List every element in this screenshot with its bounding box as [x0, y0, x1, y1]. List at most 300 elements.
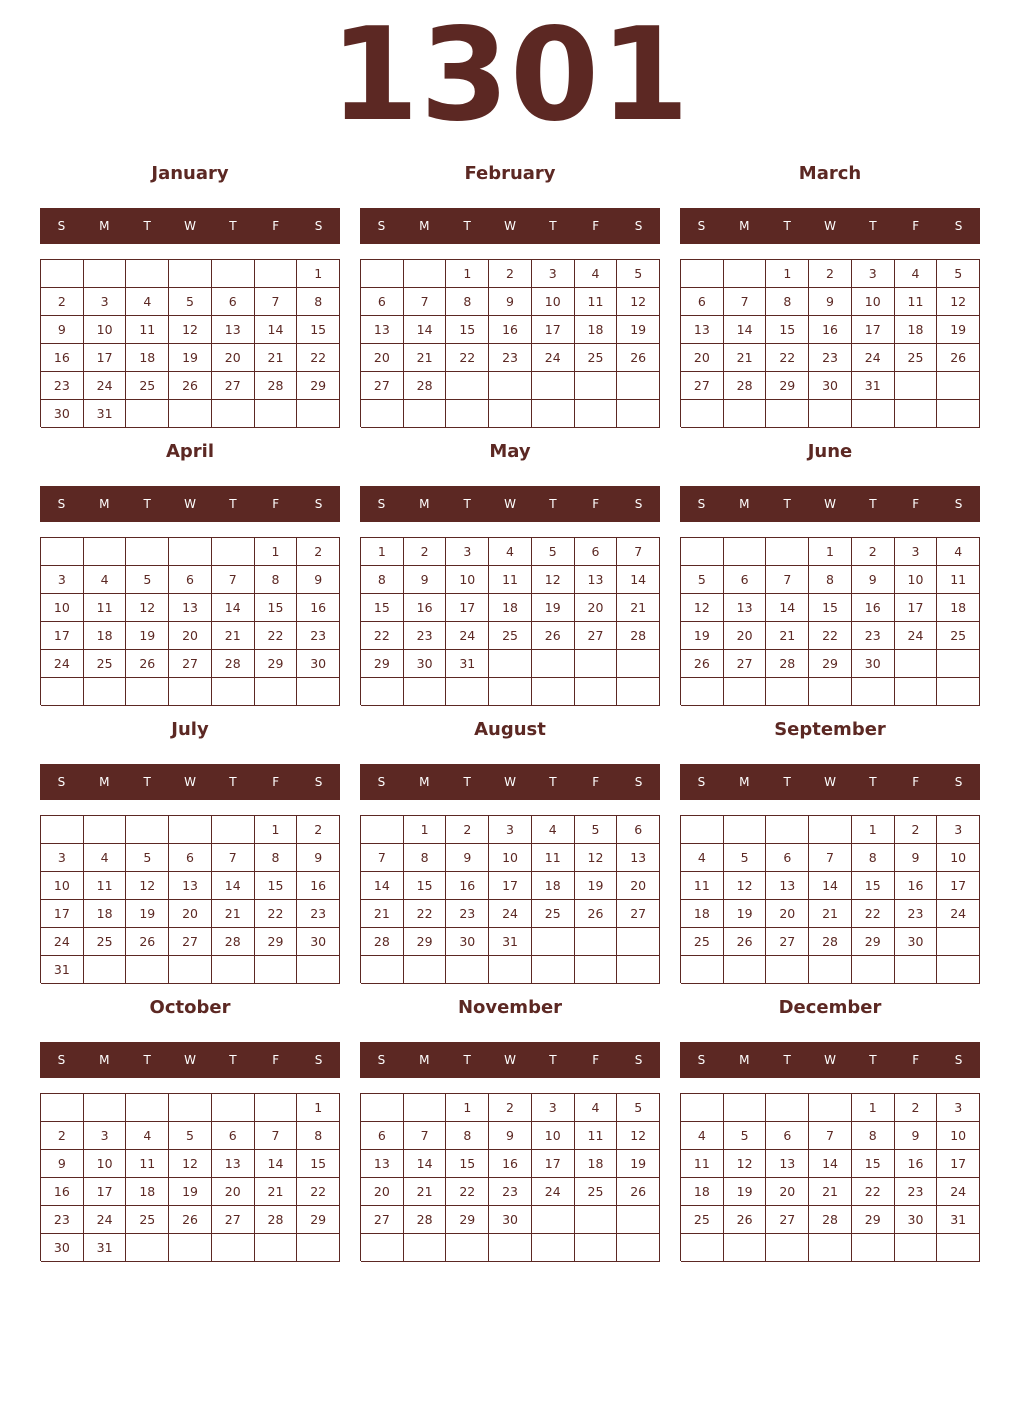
day-cell: 27: [361, 1206, 404, 1234]
day-cell: 7: [212, 844, 255, 872]
week-row: [361, 566, 660, 594]
day-cell: [895, 372, 938, 400]
day-cell: 17: [532, 316, 575, 344]
day-cell: 2: [809, 260, 852, 288]
day-cell: [126, 956, 169, 984]
day-cell: 29: [766, 372, 809, 400]
weekday-header: T: [143, 219, 151, 233]
weekday-header: F: [272, 1053, 280, 1067]
day-cell: 31: [852, 372, 895, 400]
day-cell: [84, 260, 127, 288]
day-cell: 27: [361, 372, 404, 400]
week-row: [361, 538, 660, 566]
weekday-header: S: [697, 219, 706, 233]
day-cell: 25: [575, 1178, 618, 1206]
day-cell: 15: [446, 1150, 489, 1178]
day-cell: [489, 400, 532, 428]
day-cell: 4: [681, 844, 724, 872]
weekday-header: W: [504, 1053, 516, 1067]
day-cell: 4: [937, 538, 980, 566]
day-cell: 4: [489, 538, 532, 566]
day-cell: 17: [937, 872, 980, 900]
day-cell: 11: [895, 288, 938, 316]
month-name: October: [149, 997, 231, 1018]
day-cell: [532, 372, 575, 400]
weekday-header: T: [143, 497, 151, 511]
day-cell: [766, 538, 809, 566]
day-cell: 15: [852, 872, 895, 900]
day-cell: 10: [937, 1122, 980, 1150]
day-cell: 26: [617, 344, 660, 372]
day-cell: 11: [84, 594, 127, 622]
day-cell: 27: [681, 372, 724, 400]
day-cell: 9: [895, 844, 938, 872]
day-cell: 21: [617, 594, 660, 622]
week-row: [41, 678, 340, 706]
month-february: [360, 160, 660, 430]
day-cell: 18: [895, 316, 938, 344]
day-cell: 4: [895, 260, 938, 288]
day-cell: 19: [169, 1178, 212, 1206]
weekday-header-bar: [40, 208, 340, 244]
day-cell: 17: [852, 316, 895, 344]
day-cell: [489, 956, 532, 984]
day-cell: 18: [126, 344, 169, 372]
day-cell: 28: [766, 650, 809, 678]
day-cell: 4: [84, 844, 127, 872]
day-cell: 2: [41, 1122, 84, 1150]
day-cell: 27: [766, 1206, 809, 1234]
day-cell: 3: [895, 538, 938, 566]
day-grid: [40, 537, 340, 705]
day-cell: 24: [41, 928, 84, 956]
day-cell: 10: [852, 288, 895, 316]
day-cell: 19: [617, 316, 660, 344]
weekday-header: S: [377, 1053, 386, 1067]
day-cell: 18: [575, 316, 618, 344]
weekday-header-bar: [680, 764, 980, 800]
day-cell: 9: [852, 566, 895, 594]
day-cell: 2: [489, 1094, 532, 1122]
day-cell: [937, 1234, 980, 1262]
day-cell: 31: [446, 650, 489, 678]
day-cell: 9: [809, 288, 852, 316]
day-cell: 23: [895, 900, 938, 928]
day-cell: [489, 678, 532, 706]
day-cell: [852, 1234, 895, 1262]
day-cell: 25: [532, 900, 575, 928]
day-cell: 19: [724, 900, 767, 928]
day-cell: [937, 956, 980, 984]
day-cell: 5: [169, 288, 212, 316]
day-cell: 13: [681, 316, 724, 344]
day-cell: [809, 678, 852, 706]
day-cell: 24: [532, 344, 575, 372]
weekday-header: F: [592, 1053, 600, 1067]
day-cell: 1: [766, 260, 809, 288]
day-cell: 22: [297, 1178, 340, 1206]
day-cell: [681, 1234, 724, 1262]
day-cell: 1: [255, 538, 298, 566]
day-cell: 14: [212, 594, 255, 622]
week-row: [361, 372, 660, 400]
day-cell: 15: [809, 594, 852, 622]
day-cell: 30: [489, 1206, 532, 1234]
weekday-header-bar: [360, 764, 660, 800]
day-cell: [169, 400, 212, 428]
day-cell: 1: [809, 538, 852, 566]
day-cell: 1: [446, 1094, 489, 1122]
month-june: [680, 438, 980, 708]
day-cell: 8: [404, 844, 447, 872]
day-cell: 7: [255, 288, 298, 316]
weekday-header: M: [419, 497, 430, 511]
day-cell: 21: [212, 900, 255, 928]
weekday-header: S: [954, 1053, 963, 1067]
weekday-header: S: [697, 497, 706, 511]
day-cell: 26: [532, 622, 575, 650]
day-cell: 1: [404, 816, 447, 844]
week-row: [681, 956, 980, 984]
day-cell: [169, 538, 212, 566]
day-grid: [360, 1093, 660, 1261]
weekday-header: T: [143, 775, 151, 789]
weekday-header: T: [549, 1053, 557, 1067]
day-cell: 12: [126, 872, 169, 900]
day-cell: 22: [766, 344, 809, 372]
day-cell: 26: [681, 650, 724, 678]
weekday-header-bar: [360, 486, 660, 522]
day-cell: [724, 400, 767, 428]
day-cell: 8: [766, 288, 809, 316]
day-cell: [297, 678, 340, 706]
week-row: [361, 316, 660, 344]
day-cell: 11: [575, 1122, 618, 1150]
weekday-header: S: [954, 219, 963, 233]
day-cell: [126, 400, 169, 428]
day-cell: 8: [255, 844, 298, 872]
day-cell: 7: [724, 288, 767, 316]
month-name: February: [464, 163, 556, 184]
day-cell: 14: [809, 1150, 852, 1178]
day-cell: 23: [404, 622, 447, 650]
day-cell: 9: [895, 1122, 938, 1150]
day-cell: 16: [809, 316, 852, 344]
day-cell: 7: [809, 844, 852, 872]
day-cell: 7: [404, 288, 447, 316]
day-cell: 9: [404, 566, 447, 594]
day-cell: 19: [724, 1178, 767, 1206]
weekday-header: T: [783, 219, 791, 233]
week-row: [361, 928, 660, 956]
day-cell: 1: [852, 1094, 895, 1122]
day-cell: 30: [297, 650, 340, 678]
day-cell: 14: [361, 872, 404, 900]
weekday-header: S: [634, 775, 643, 789]
month-name: May: [489, 441, 531, 462]
week-row: [361, 1094, 660, 1122]
week-row: [361, 816, 660, 844]
day-cell: 29: [361, 650, 404, 678]
day-cell: 6: [212, 1122, 255, 1150]
week-row: [361, 1206, 660, 1234]
day-cell: 22: [297, 344, 340, 372]
day-cell: 9: [41, 316, 84, 344]
day-cell: 22: [809, 622, 852, 650]
day-cell: 8: [361, 566, 404, 594]
day-cell: [852, 400, 895, 428]
day-cell: 26: [575, 900, 618, 928]
day-cell: 20: [361, 1178, 404, 1206]
day-cell: 10: [84, 1150, 127, 1178]
day-cell: [809, 1234, 852, 1262]
day-cell: 8: [255, 566, 298, 594]
week-row: [41, 566, 340, 594]
day-cell: [41, 816, 84, 844]
weekday-header: T: [463, 219, 471, 233]
month-name: June: [807, 441, 853, 462]
month-april: [40, 438, 340, 708]
weekday-header: W: [504, 219, 516, 233]
day-cell: 12: [724, 1150, 767, 1178]
day-cell: 30: [895, 928, 938, 956]
day-cell: 20: [575, 594, 618, 622]
day-cell: 21: [404, 1178, 447, 1206]
day-cell: 9: [297, 844, 340, 872]
week-row: [681, 260, 980, 288]
day-cell: 11: [681, 1150, 724, 1178]
day-cell: [169, 816, 212, 844]
day-cell: 26: [126, 650, 169, 678]
day-cell: 26: [724, 1206, 767, 1234]
day-cell: 5: [126, 566, 169, 594]
day-cell: [766, 816, 809, 844]
day-cell: 2: [446, 816, 489, 844]
day-cell: [681, 956, 724, 984]
day-cell: 16: [895, 1150, 938, 1178]
day-cell: 24: [84, 372, 127, 400]
weekday-header: W: [184, 219, 196, 233]
day-cell: 22: [852, 1178, 895, 1206]
day-cell: [575, 372, 618, 400]
weekday-header: W: [184, 1053, 196, 1067]
week-row: [361, 288, 660, 316]
day-cell: [617, 372, 660, 400]
day-cell: 20: [681, 344, 724, 372]
day-cell: 5: [169, 1122, 212, 1150]
day-cell: 17: [41, 900, 84, 928]
day-cell: 31: [41, 956, 84, 984]
day-cell: [126, 678, 169, 706]
week-row: [681, 900, 980, 928]
day-grid: [680, 815, 980, 983]
week-row: [681, 622, 980, 650]
day-cell: [41, 538, 84, 566]
day-cell: 17: [895, 594, 938, 622]
weekday-header: T: [783, 497, 791, 511]
weekday-header: M: [739, 1053, 750, 1067]
day-cell: 25: [681, 928, 724, 956]
day-cell: [895, 956, 938, 984]
week-row: [681, 400, 980, 428]
day-cell: 5: [937, 260, 980, 288]
day-cell: 1: [852, 816, 895, 844]
weekday-header: T: [869, 219, 877, 233]
day-cell: 21: [809, 900, 852, 928]
day-cell: 23: [446, 900, 489, 928]
day-cell: 14: [212, 872, 255, 900]
week-row: [361, 678, 660, 706]
week-row: [681, 1206, 980, 1234]
day-cell: 10: [84, 316, 127, 344]
week-row: [681, 594, 980, 622]
day-cell: 15: [255, 872, 298, 900]
day-cell: 23: [41, 1206, 84, 1234]
weekday-header: S: [634, 497, 643, 511]
day-cell: 6: [361, 1122, 404, 1150]
day-cell: 15: [404, 872, 447, 900]
weekday-header: F: [272, 775, 280, 789]
day-cell: 27: [617, 900, 660, 928]
day-cell: 3: [41, 844, 84, 872]
day-cell: 24: [532, 1178, 575, 1206]
day-cell: 19: [126, 900, 169, 928]
month-december: [680, 994, 980, 1264]
day-cell: 7: [255, 1122, 298, 1150]
day-cell: [532, 1206, 575, 1234]
day-cell: 18: [937, 594, 980, 622]
day-cell: [41, 1094, 84, 1122]
week-row: [681, 1094, 980, 1122]
day-cell: 13: [575, 566, 618, 594]
week-row: [41, 1122, 340, 1150]
day-cell: 14: [255, 316, 298, 344]
day-cell: [212, 1094, 255, 1122]
day-cell: [126, 1234, 169, 1262]
day-cell: [681, 816, 724, 844]
day-cell: 11: [575, 288, 618, 316]
day-cell: 16: [446, 872, 489, 900]
day-cell: [617, 1206, 660, 1234]
day-cell: [617, 678, 660, 706]
day-cell: 28: [361, 928, 404, 956]
day-cell: 11: [937, 566, 980, 594]
day-cell: 21: [404, 344, 447, 372]
day-cell: [361, 816, 404, 844]
weekday-header-bar: [680, 486, 980, 522]
day-cell: 9: [489, 1122, 532, 1150]
day-cell: [617, 1234, 660, 1262]
day-cell: [937, 928, 980, 956]
day-cell: 7: [361, 844, 404, 872]
week-row: [41, 1178, 340, 1206]
day-cell: 31: [937, 1206, 980, 1234]
day-cell: 30: [297, 928, 340, 956]
week-row: [681, 288, 980, 316]
week-row: [41, 816, 340, 844]
day-cell: [532, 1234, 575, 1262]
day-cell: 20: [169, 622, 212, 650]
day-cell: 19: [681, 622, 724, 650]
day-cell: 27: [212, 1206, 255, 1234]
week-row: [681, 1178, 980, 1206]
day-cell: 29: [852, 928, 895, 956]
week-row: [41, 900, 340, 928]
day-cell: 10: [532, 288, 575, 316]
month-august: [360, 716, 660, 986]
month-september: [680, 716, 980, 986]
day-cell: 25: [681, 1206, 724, 1234]
day-cell: 23: [852, 622, 895, 650]
day-cell: [84, 538, 127, 566]
day-cell: 29: [404, 928, 447, 956]
day-cell: [724, 816, 767, 844]
day-cell: [575, 1206, 618, 1234]
day-cell: [404, 1234, 447, 1262]
weekday-header: F: [592, 219, 600, 233]
day-cell: [895, 400, 938, 428]
weekday-header: F: [912, 219, 920, 233]
weekday-header: S: [697, 1053, 706, 1067]
weekday-header: M: [419, 775, 430, 789]
day-cell: [297, 1234, 340, 1262]
day-cell: 21: [255, 344, 298, 372]
day-cell: 27: [169, 928, 212, 956]
day-cell: 21: [809, 1178, 852, 1206]
day-cell: 22: [404, 900, 447, 928]
day-cell: [404, 956, 447, 984]
weekday-header: S: [634, 219, 643, 233]
day-cell: [446, 372, 489, 400]
day-cell: 19: [937, 316, 980, 344]
day-cell: 4: [575, 260, 618, 288]
day-cell: 22: [446, 1178, 489, 1206]
day-cell: 8: [852, 844, 895, 872]
day-cell: [212, 400, 255, 428]
day-cell: 3: [532, 260, 575, 288]
day-cell: 15: [446, 316, 489, 344]
weekday-header: W: [504, 775, 516, 789]
day-cell: 12: [617, 288, 660, 316]
day-cell: [489, 1234, 532, 1262]
weekday-header-bar: [360, 1042, 660, 1078]
day-cell: 10: [532, 1122, 575, 1150]
week-row: [41, 288, 340, 316]
weekday-header: F: [592, 775, 600, 789]
week-row: [361, 344, 660, 372]
day-cell: 20: [212, 344, 255, 372]
day-cell: 3: [852, 260, 895, 288]
weekday-header: M: [99, 219, 110, 233]
day-cell: 9: [489, 288, 532, 316]
day-cell: 17: [446, 594, 489, 622]
week-row: [681, 566, 980, 594]
day-cell: 11: [84, 872, 127, 900]
day-cell: [361, 1234, 404, 1262]
week-row: [41, 344, 340, 372]
day-cell: 8: [446, 288, 489, 316]
day-cell: [766, 1094, 809, 1122]
day-cell: [532, 956, 575, 984]
day-cell: 28: [404, 372, 447, 400]
day-cell: [169, 1094, 212, 1122]
day-cell: 15: [255, 594, 298, 622]
day-cell: 6: [766, 844, 809, 872]
week-row: [361, 872, 660, 900]
day-cell: 13: [169, 872, 212, 900]
day-cell: 16: [404, 594, 447, 622]
day-cell: 11: [126, 316, 169, 344]
